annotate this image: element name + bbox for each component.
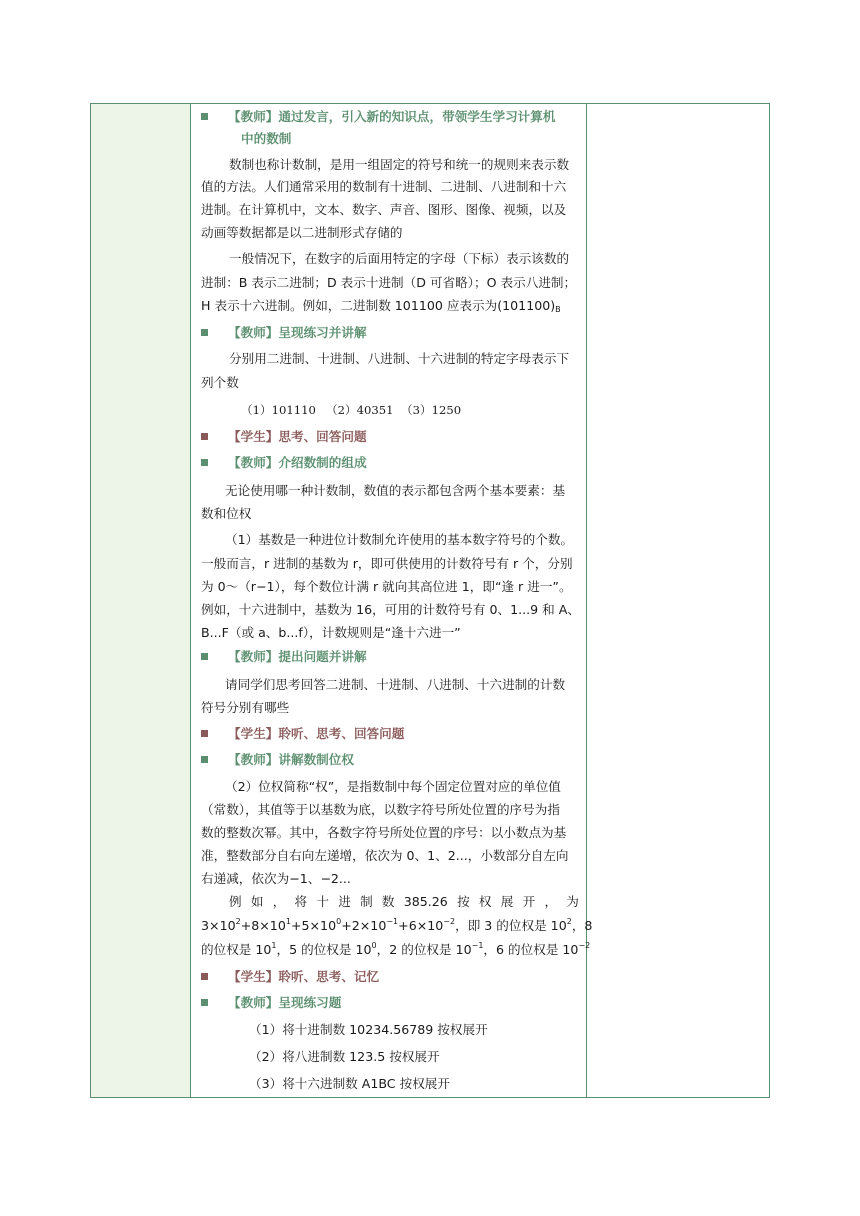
paragraph-line: 一般而言，r 进制的基数为 r，即可供使用的计数符号有 r 个，分别 (201, 556, 573, 571)
exercise-item: （3）将十六进制数 A1BC 按权展开 (249, 1076, 450, 1091)
exercise-item: （2）将八进制数 123.5 按权展开 (249, 1049, 440, 1064)
bullet-icon (201, 329, 208, 336)
exercise-item: （2）40351 (326, 403, 394, 417)
paragraph-line: 一般情况下，在数字的后面用特定的字母（下标）表示该数的 (229, 251, 570, 266)
bullet-icon (201, 756, 208, 763)
bullet-icon (201, 433, 208, 440)
paragraph-line: （1）基数是一种进位计数制允许使用的基本数字符号的个数。 (225, 532, 574, 547)
student-heading: 【学生】聆听、思考、回答问题 (201, 725, 404, 743)
student-heading: 【学生】思考、回答问题 (201, 428, 367, 446)
teacher-heading: 【教师】讲解数制位权 (201, 751, 354, 769)
paragraph-line: （2）位权简称“权”，是指数制中每个固定位置对应的单位值 (225, 779, 561, 794)
paragraph-line: 列个数 (201, 375, 239, 390)
paragraph-line: 动画等数据都是以二进制形式存储的 (201, 225, 403, 240)
formula-line: $3\times 10^2+8\times 10^1+5\times 10^0+2\times 10^{-1}+6\times 10^{-2}$，即 3 的位权是 $10^2$，8 (201, 917, 593, 933)
paragraph-line: 数和位权 (201, 506, 252, 521)
paragraph-line: 符号分别有哪些 (201, 700, 290, 715)
bullet-icon (201, 113, 208, 120)
exercise-item: （1）101110 (241, 403, 316, 417)
paragraph-line: 值的方法。人们通常采用的数制有十进制、二进制、八进制和十六 (201, 179, 567, 194)
teacher-heading: 【教师】介绍数制的组成 (201, 454, 367, 472)
paragraph-line: 准，整数部分自右向左递增，依次为 0、1、2...，小数部分自左向 (201, 848, 569, 863)
lesson-table (90, 103, 770, 1098)
paragraph-line: B...F（或 a、b...f），计数规则是“逢十六进一” (201, 625, 461, 640)
paragraph-line: 进制。在计算机中，文本、数字、声音、图形、图像、视频，以及 (201, 202, 567, 217)
left-column (91, 104, 191, 1097)
paragraph-line: 为 0～（r−1），每个数位计满 r 就向其高位进 1，即“逢 r 进一”。 (201, 579, 572, 594)
bullet-icon (201, 653, 208, 660)
paragraph-line: H 表示十六进制。例如，二进制数 101100 应表示为$(101100)_B$ (201, 298, 561, 314)
teacher-heading: 【教师】提出问题并讲解 (201, 648, 367, 666)
teacher-heading: 【教师】呈现练习并讲解 (201, 324, 367, 342)
teacher-heading: 【教师】通过发言，引入新的知识点，带领学生学习计算机 (201, 108, 555, 126)
teacher-heading: 【教师】呈现练习题 (201, 994, 341, 1012)
paragraph-line: 无论使用哪一种计数制，数值的表示都包含两个基本要素：基 (225, 483, 566, 498)
formula-line: 的位权是 $10^1$，5 的位权是 $10^0$，2 的位权是 $10^{-1}$，6 的位权是 $10^{-2}$ (201, 941, 591, 957)
paragraph-line: 数制也称计数制，是用一组固定的符号和统一的规则来表示数 (229, 157, 570, 172)
paragraph-line: 分别用二进制、十进制、八进制、十六进制的特定字母表示下 (229, 351, 570, 366)
paragraph-line: （常数），其值等于以基数为底，以数字符号所处位置的序号为指 (201, 802, 560, 817)
exercise-item: （1）将十进制数 10234.56789 按权展开 (249, 1022, 488, 1037)
bullet-icon (201, 730, 208, 737)
right-column (586, 104, 769, 1097)
bullet-icon (201, 459, 208, 466)
bullet-icon (201, 973, 208, 980)
paragraph-line: 进制：B 表示二进制；D 表示十进制（D 可省略）；O 表示八进制； (201, 275, 577, 290)
paragraph-line: 数的整数次幂。其中，各数字符号所处位置的序号：以小数点为基 (201, 825, 567, 840)
student-heading: 【学生】聆听、思考、记忆 (201, 968, 379, 986)
paragraph-line: 右递减，依次为−1、−2... (201, 871, 351, 886)
paragraph-line: 例如，十六进制中，基数为 16，可用的计数符号有 0、1...9 和 A、 (201, 602, 580, 617)
paragraph-line: 请同学们思考回答二进制、十进制、八进制、十六进制的计数 (225, 677, 566, 692)
exercise-item: （3）1250 (401, 403, 462, 417)
teacher-heading-continued: 中的数制 (241, 131, 292, 146)
bullet-icon (201, 999, 208, 1006)
paragraph-line-justified: 例 如 ， 将 十 进 制 数 385.26 按 权 展 开 ， 为 (229, 894, 579, 909)
